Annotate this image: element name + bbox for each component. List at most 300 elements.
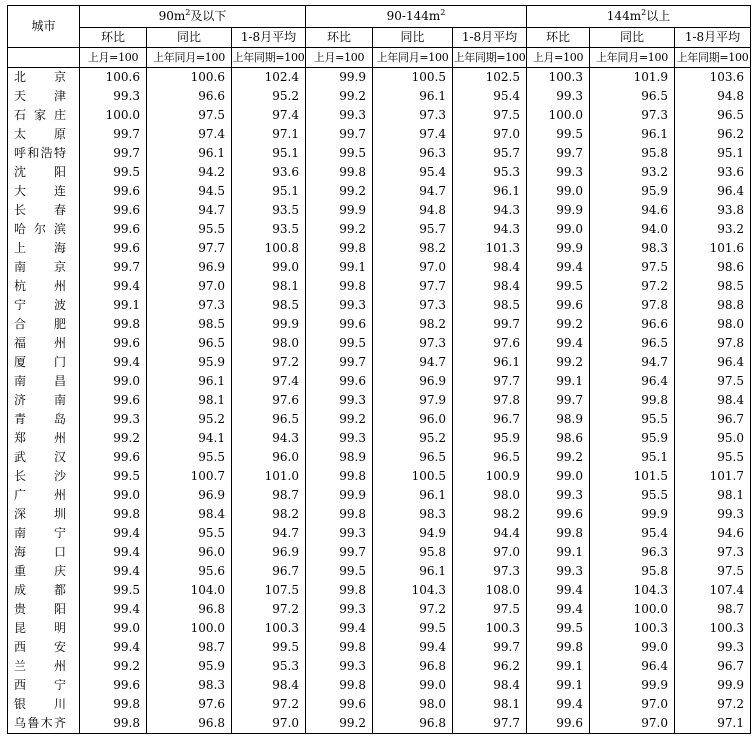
- value-cell: 101.6: [675, 239, 751, 258]
- value-cell: 95.6: [147, 562, 232, 581]
- value-cell: 99.1: [306, 258, 373, 277]
- city-cell: [8, 315, 80, 334]
- base-same-period: 上年同期=100: [453, 48, 527, 68]
- value-cell: 93.8: [675, 201, 751, 220]
- value-cell: 98.4: [675, 391, 751, 410]
- value-cell: 95.4: [453, 87, 527, 106]
- value-cell: 99.8: [527, 638, 590, 657]
- value-cell: 96.9: [232, 543, 306, 562]
- value-cell: 96.8: [147, 714, 232, 734]
- value-cell: 98.2: [232, 505, 306, 524]
- value-cell: 97.7: [373, 277, 453, 296]
- value-cell: 99.7: [306, 543, 373, 562]
- value-cell: 100.3: [675, 619, 751, 638]
- value-cell: 99.8: [80, 695, 147, 714]
- value-cell: 94.6: [675, 524, 751, 543]
- value-cell: 98.1: [147, 391, 232, 410]
- table-row: [8, 524, 751, 543]
- value-cell: 97.2: [675, 695, 751, 714]
- table-row: [8, 695, 751, 714]
- city-name: 哈尔滨: [14, 222, 66, 236]
- value-cell: 93.6: [675, 163, 751, 182]
- value-cell: 99.8: [590, 391, 675, 410]
- value-cell: 99.6: [527, 714, 590, 734]
- value-cell: 94.7: [590, 353, 675, 372]
- value-cell: 98.9: [527, 410, 590, 429]
- value-cell: 96.1: [373, 562, 453, 581]
- value-cell: 97.2: [590, 277, 675, 296]
- city-cell: [8, 334, 80, 353]
- table-row: [8, 600, 751, 619]
- value-cell: 100.0: [527, 106, 590, 125]
- value-cell: 99.5: [373, 619, 453, 638]
- value-cell: 99.9: [232, 315, 306, 334]
- value-cell: 97.4: [147, 125, 232, 144]
- base-same-period: 上年同期=100: [232, 48, 306, 68]
- value-cell: 94.7: [373, 182, 453, 201]
- value-cell: 99.9: [306, 201, 373, 220]
- city-name: 天津: [14, 89, 66, 103]
- value-cell: 99.3: [306, 524, 373, 543]
- value-cell: 97.3: [590, 106, 675, 125]
- city-header-label: 城市: [31, 19, 56, 33]
- value-cell: 97.3: [453, 562, 527, 581]
- value-cell: 100.0: [590, 600, 675, 619]
- value-cell: 97.0: [232, 714, 306, 734]
- value-cell: 100.8: [232, 239, 306, 258]
- value-cell: 99.2: [306, 182, 373, 201]
- value-cell: 96.0: [373, 410, 453, 429]
- city-name: 昆明: [14, 621, 66, 635]
- group-header-144-above: [527, 6, 751, 28]
- city-name: 宁波: [14, 298, 66, 312]
- value-cell: 99.3: [306, 429, 373, 448]
- value-cell: 99.4: [80, 638, 147, 657]
- value-cell: 96.8: [373, 657, 453, 676]
- value-cell: 99.4: [80, 524, 147, 543]
- value-cell: 98.0: [675, 315, 751, 334]
- group-label-post: 及以下: [190, 9, 227, 23]
- table-row: [8, 106, 751, 125]
- value-cell: 97.5: [675, 372, 751, 391]
- value-cell: 99.6: [80, 239, 147, 258]
- subcol-yoy: 同比: [147, 28, 232, 48]
- value-cell: 99.3: [80, 410, 147, 429]
- value-cell: 99.4: [306, 619, 373, 638]
- value-cell: 96.3: [373, 144, 453, 163]
- value-cell: 96.5: [675, 106, 751, 125]
- value-cell: 95.4: [373, 163, 453, 182]
- value-cell: 101.5: [590, 467, 675, 486]
- value-cell: 100.5: [373, 68, 453, 88]
- value-cell: 96.5: [453, 448, 527, 467]
- group-header-90-144: [306, 6, 527, 28]
- value-cell: 95.1: [232, 144, 306, 163]
- value-cell: 100.7: [147, 467, 232, 486]
- value-cell: 96.1: [453, 353, 527, 372]
- value-cell: 96.7: [675, 410, 751, 429]
- value-cell: 104.3: [590, 581, 675, 600]
- value-cell: 99.2: [80, 429, 147, 448]
- value-cell: 99.2: [527, 315, 590, 334]
- subcol-yoy: 同比: [590, 28, 675, 48]
- table-row: [8, 505, 751, 524]
- value-cell: 95.1: [675, 144, 751, 163]
- value-cell: 95.3: [453, 163, 527, 182]
- value-cell: 99.4: [527, 600, 590, 619]
- value-cell: 99.5: [527, 619, 590, 638]
- value-cell: 101.7: [675, 467, 751, 486]
- value-cell: 96.5: [147, 334, 232, 353]
- value-cell: 95.7: [373, 220, 453, 239]
- price-index-table: [7, 5, 751, 734]
- value-cell: 99.0: [527, 182, 590, 201]
- value-cell: 97.3: [373, 106, 453, 125]
- value-cell: 99.5: [232, 638, 306, 657]
- city-name: 广州: [14, 488, 66, 502]
- value-cell: 96.9: [373, 372, 453, 391]
- city-cell: [8, 372, 80, 391]
- value-cell: 94.3: [232, 429, 306, 448]
- city-cell: [8, 619, 80, 638]
- value-cell: 99.6: [306, 372, 373, 391]
- value-cell: 93.2: [675, 220, 751, 239]
- value-cell: 98.9: [306, 448, 373, 467]
- table-row: [8, 296, 751, 315]
- table-row: [8, 391, 751, 410]
- city-name: 青岛: [14, 412, 66, 426]
- city-name: 成都: [14, 583, 66, 597]
- value-cell: 98.3: [590, 239, 675, 258]
- city-cell: [8, 714, 80, 734]
- value-cell: 99.3: [527, 163, 590, 182]
- value-cell: 98.5: [232, 296, 306, 315]
- city-cell: [8, 467, 80, 486]
- value-cell: 107.4: [675, 581, 751, 600]
- value-cell: 108.0: [453, 581, 527, 600]
- value-cell: 99.8: [306, 239, 373, 258]
- value-cell: 95.1: [590, 448, 675, 467]
- table-row: [8, 201, 751, 220]
- city-name: 南昌: [14, 374, 66, 388]
- value-cell: 99.6: [527, 296, 590, 315]
- value-cell: 97.7: [147, 239, 232, 258]
- city-name: 贵阳: [14, 602, 66, 616]
- city-cell: [8, 68, 80, 88]
- value-cell: 93.5: [232, 201, 306, 220]
- city-name: 长春: [14, 203, 66, 217]
- value-cell: 98.5: [147, 315, 232, 334]
- value-cell: 99.0: [80, 486, 147, 505]
- city-cell: [8, 486, 80, 505]
- value-cell: 99.9: [590, 505, 675, 524]
- value-cell: 93.2: [590, 163, 675, 182]
- value-cell: 96.4: [675, 182, 751, 201]
- value-cell: 99.9: [527, 239, 590, 258]
- value-cell: 99.0: [232, 258, 306, 277]
- value-cell: 96.5: [590, 87, 675, 106]
- value-cell: 94.6: [590, 201, 675, 220]
- value-cell: 95.4: [590, 524, 675, 543]
- value-cell: 96.5: [373, 448, 453, 467]
- value-cell: 97.1: [675, 714, 751, 734]
- value-cell: 97.3: [373, 334, 453, 353]
- table-row: [8, 258, 751, 277]
- value-cell: 99.2: [306, 410, 373, 429]
- city-cell: [8, 277, 80, 296]
- value-cell: 99.4: [80, 562, 147, 581]
- value-cell: 95.8: [373, 543, 453, 562]
- city-name: 乌鲁木齐: [14, 716, 66, 730]
- value-cell: 99.4: [527, 695, 590, 714]
- value-cell: 97.5: [675, 562, 751, 581]
- table-header: [8, 6, 751, 68]
- value-cell: 94.7: [232, 524, 306, 543]
- value-cell: 99.6: [306, 695, 373, 714]
- value-cell: 97.0: [453, 125, 527, 144]
- value-cell: 96.5: [590, 334, 675, 353]
- table-row: [8, 638, 751, 657]
- table-row: [8, 315, 751, 334]
- value-cell: 95.5: [590, 486, 675, 505]
- value-cell: 99.7: [453, 315, 527, 334]
- value-cell: 99.1: [527, 676, 590, 695]
- city-name: 重庆: [14, 564, 66, 578]
- value-cell: 101.9: [590, 68, 675, 88]
- value-cell: 99.1: [527, 657, 590, 676]
- table-row: [8, 239, 751, 258]
- value-cell: 104.0: [147, 581, 232, 600]
- base-same-month: 上年同月=100: [590, 48, 675, 68]
- value-cell: 99.5: [527, 125, 590, 144]
- value-cell: 99.2: [306, 220, 373, 239]
- value-cell: 99.8: [527, 524, 590, 543]
- group-label-pre: 144m: [606, 9, 642, 23]
- value-cell: 99.9: [306, 486, 373, 505]
- table-row: [8, 543, 751, 562]
- value-cell: 96.6: [590, 315, 675, 334]
- value-cell: 97.7: [453, 714, 527, 734]
- value-cell: 99.2: [306, 714, 373, 734]
- value-cell: 94.1: [147, 429, 232, 448]
- value-cell: 96.2: [453, 657, 527, 676]
- table-row: [8, 467, 751, 486]
- subcol-avg: 1-8月平均: [675, 28, 751, 48]
- value-cell: 99.6: [80, 448, 147, 467]
- value-cell: 98.4: [453, 277, 527, 296]
- value-cell: 100.6: [147, 68, 232, 88]
- city-cell: [8, 391, 80, 410]
- value-cell: 99.6: [80, 220, 147, 239]
- value-cell: 99.2: [527, 353, 590, 372]
- base-header-row: [8, 48, 751, 68]
- value-cell: 99.3: [527, 486, 590, 505]
- value-cell: 99.3: [80, 87, 147, 106]
- value-cell: 96.4: [590, 657, 675, 676]
- value-cell: 99.9: [527, 201, 590, 220]
- value-cell: 99.8: [306, 638, 373, 657]
- value-cell: 99.4: [80, 353, 147, 372]
- value-cell: 100.9: [453, 467, 527, 486]
- value-cell: 99.4: [373, 638, 453, 657]
- city-cell: [8, 448, 80, 467]
- city-cell: [8, 87, 80, 106]
- value-cell: 102.4: [232, 68, 306, 88]
- value-cell: 98.0: [373, 695, 453, 714]
- value-cell: 99.8: [80, 315, 147, 334]
- city-name: 西宁: [14, 678, 66, 692]
- table-row: [8, 372, 751, 391]
- value-cell: 99.6: [80, 391, 147, 410]
- value-cell: 99.3: [527, 562, 590, 581]
- value-cell: 99.6: [80, 676, 147, 695]
- city-name: 深圳: [14, 507, 66, 521]
- value-cell: 100.6: [80, 68, 147, 88]
- value-cell: 97.0: [590, 695, 675, 714]
- value-cell: 98.0: [232, 334, 306, 353]
- value-cell: 97.4: [373, 125, 453, 144]
- table-row: [8, 619, 751, 638]
- value-cell: 95.2: [232, 87, 306, 106]
- table-row: [8, 125, 751, 144]
- value-cell: 98.3: [147, 676, 232, 695]
- base-prev-month: 上月=100: [527, 48, 590, 68]
- value-cell: 96.0: [147, 543, 232, 562]
- value-cell: 100.0: [80, 106, 147, 125]
- value-cell: 98.1: [675, 486, 751, 505]
- value-cell: 99.0: [80, 619, 147, 638]
- value-cell: 102.5: [453, 68, 527, 88]
- value-cell: 99.5: [306, 562, 373, 581]
- value-cell: 99.4: [80, 600, 147, 619]
- value-cell: 99.4: [527, 334, 590, 353]
- value-cell: 99.3: [306, 391, 373, 410]
- value-cell: 99.6: [80, 182, 147, 201]
- city-name: 郑州: [14, 431, 66, 445]
- subcol-avg: 1-8月平均: [453, 28, 527, 48]
- city-cell: [8, 600, 80, 619]
- city-name: 石家庄: [14, 108, 66, 122]
- value-cell: 98.5: [453, 296, 527, 315]
- base-same-month: 上年同月=100: [147, 48, 232, 68]
- city-cell: [8, 182, 80, 201]
- value-cell: 98.6: [527, 429, 590, 448]
- subcol-mom: 环比: [306, 28, 373, 48]
- value-cell: 99.9: [675, 676, 751, 695]
- value-cell: 95.5: [147, 220, 232, 239]
- city-name: 合肥: [14, 317, 66, 331]
- city-name: 福州: [14, 336, 66, 350]
- value-cell: 96.7: [232, 562, 306, 581]
- base-same-period: 上年同期=100: [675, 48, 751, 68]
- value-cell: 99.3: [306, 600, 373, 619]
- value-cell: 98.7: [147, 638, 232, 657]
- value-cell: 97.8: [675, 334, 751, 353]
- value-cell: 98.4: [147, 505, 232, 524]
- value-cell: 95.8: [590, 562, 675, 581]
- value-cell: 98.8: [675, 296, 751, 315]
- table-row: [8, 714, 751, 734]
- value-cell: 97.3: [675, 543, 751, 562]
- value-cell: 100.0: [147, 619, 232, 638]
- value-cell: 99.4: [527, 581, 590, 600]
- group-header-90-below: [80, 6, 306, 28]
- subcol-mom: 环比: [527, 28, 590, 48]
- value-cell: 95.9: [147, 353, 232, 372]
- value-cell: 94.4: [453, 524, 527, 543]
- city-name: 北京: [14, 70, 66, 84]
- value-cell: 95.5: [590, 410, 675, 429]
- city-name: 沈阳: [14, 165, 66, 179]
- table-row: [8, 562, 751, 581]
- value-cell: 101.3: [453, 239, 527, 258]
- value-cell: 99.5: [306, 144, 373, 163]
- value-cell: 99.5: [80, 467, 147, 486]
- value-cell: 99.2: [306, 87, 373, 106]
- value-cell: 99.8: [306, 581, 373, 600]
- value-cell: 95.3: [232, 657, 306, 676]
- city-name: 济南: [14, 393, 66, 407]
- value-cell: 99.8: [306, 163, 373, 182]
- value-cell: 97.7: [453, 372, 527, 391]
- subcol-avg: 1-8月平均: [232, 28, 306, 48]
- table-row: [8, 448, 751, 467]
- table-row: [8, 182, 751, 201]
- value-cell: 99.3: [527, 87, 590, 106]
- value-cell: 99.6: [80, 334, 147, 353]
- city-cell: [8, 410, 80, 429]
- value-cell: 99.6: [527, 505, 590, 524]
- city-cell: [8, 543, 80, 562]
- value-cell: 96.1: [590, 125, 675, 144]
- city-cell: [8, 353, 80, 372]
- value-cell: 97.4: [232, 106, 306, 125]
- value-cell: 97.6: [453, 334, 527, 353]
- value-cell: 99.2: [527, 448, 590, 467]
- value-cell: 97.6: [232, 391, 306, 410]
- value-cell: 98.4: [453, 676, 527, 695]
- value-cell: 96.7: [675, 657, 751, 676]
- city-cell: [8, 201, 80, 220]
- value-cell: 99.0: [373, 676, 453, 695]
- value-cell: 94.3: [453, 201, 527, 220]
- value-cell: 96.4: [675, 353, 751, 372]
- city-name: 厦门: [14, 355, 66, 369]
- value-cell: 95.7: [453, 144, 527, 163]
- group-label-post: 以上: [646, 9, 671, 23]
- value-cell: 97.2: [232, 695, 306, 714]
- value-cell: 103.6: [675, 68, 751, 88]
- value-cell: 99.1: [527, 372, 590, 391]
- value-cell: 99.5: [80, 581, 147, 600]
- subcol-mom: 环比: [80, 28, 147, 48]
- city-cell: [8, 562, 80, 581]
- value-cell: 94.8: [675, 87, 751, 106]
- table-row: [8, 486, 751, 505]
- value-cell: 97.2: [373, 600, 453, 619]
- value-cell: 99.6: [306, 315, 373, 334]
- value-cell: 97.0: [590, 714, 675, 734]
- value-cell: 94.0: [590, 220, 675, 239]
- value-cell: 98.4: [232, 676, 306, 695]
- table-row: [8, 334, 751, 353]
- value-cell: 98.2: [373, 315, 453, 334]
- value-cell: 99.7: [80, 258, 147, 277]
- city-name: 武汉: [14, 450, 66, 464]
- value-cell: 100.3: [527, 68, 590, 88]
- value-cell: 96.8: [373, 714, 453, 734]
- base-same-month: 上年同月=100: [373, 48, 453, 68]
